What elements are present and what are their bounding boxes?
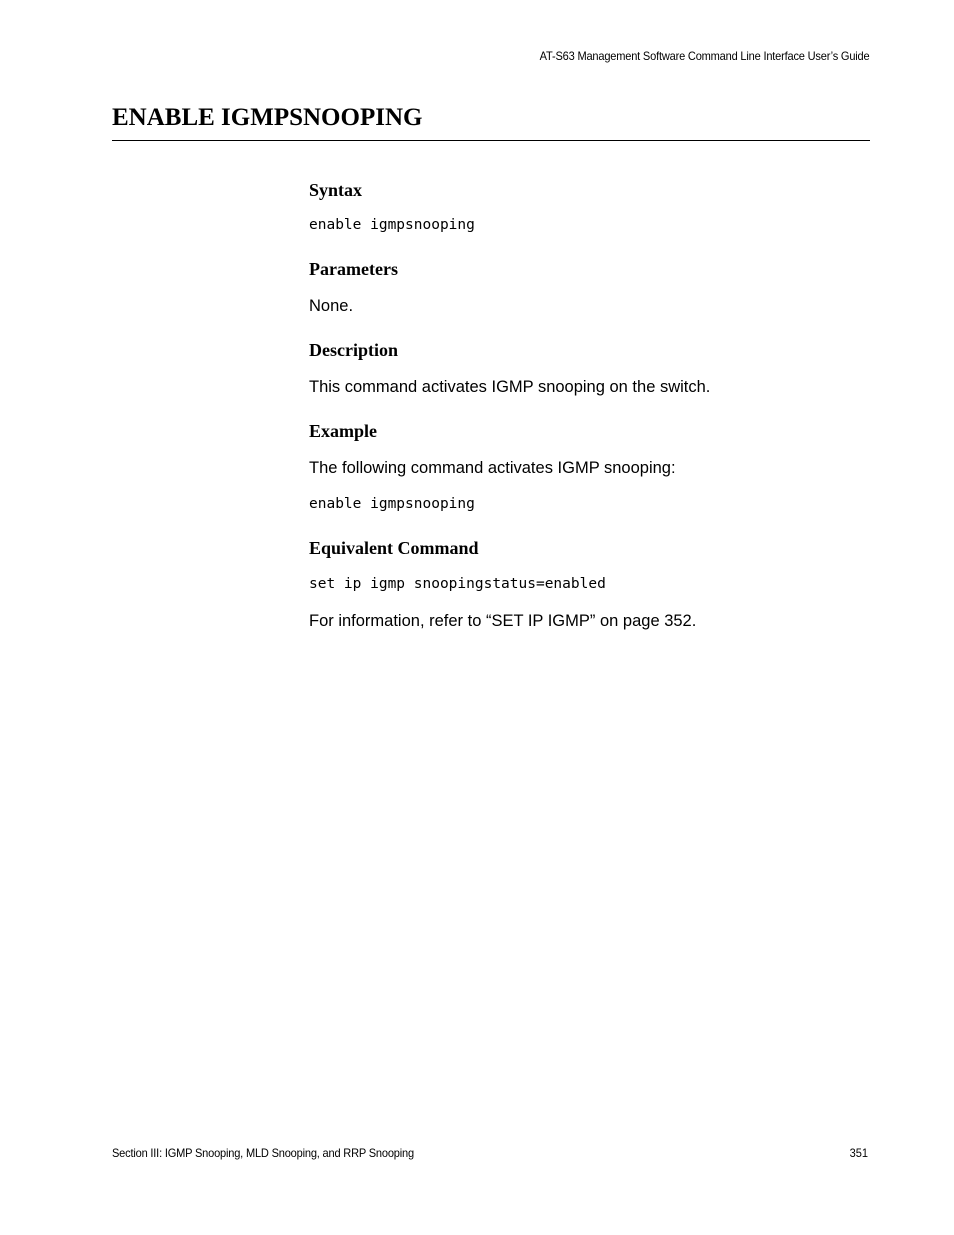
syntax-heading: Syntax [309,180,363,200]
example-text: The following command activates IGMP snooping: [309,459,676,477]
title-divider [112,140,870,141]
description-heading: Description [309,340,398,360]
page-title: ENABLE IGMPSNOOPING [112,104,423,131]
equivalent-command-heading: Equivalent Command [309,538,479,558]
syntax-code: enable igmpsnooping [309,217,475,233]
equivalent-command-code: set ip igmp snoopingstatus=enabled [309,576,606,592]
example-code: enable igmpsnooping [309,496,475,512]
page-number: 351 [849,1146,868,1160]
description-text: This command activates IGMP snooping on the switch. [309,378,711,396]
running-header: AT-S63 Management Software Command Line Interface User’s Guide [539,49,869,63]
example-heading: Example [309,421,378,441]
footer-section-title: Section III: IGMP Snooping, MLD Snooping, and RRP Snooping [112,1146,414,1160]
cross-reference-text: For information, refer to “SET IP IGMP” on page 352. [309,612,697,630]
parameters-heading: Parameters [309,259,398,279]
parameters-text: None. [309,297,354,315]
